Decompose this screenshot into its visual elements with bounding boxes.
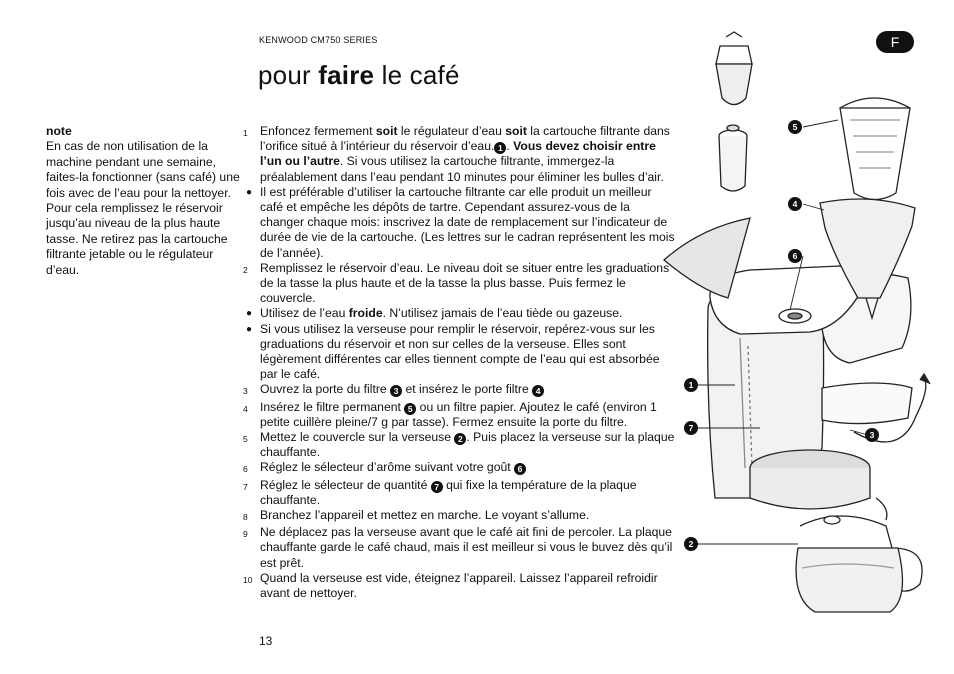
text-run: qui fixe la température de la plaque chauffante. [260, 477, 637, 507]
filter-cartridge-part [719, 125, 747, 191]
callout-ref: 2 [454, 433, 466, 445]
text-run: . N’utilisez jamais de l’eau tiède ou gazeuse. [382, 306, 623, 321]
emphasis: Vous devez choisir entre l’un ou l’autre [260, 139, 656, 169]
bullet: ● [246, 308, 253, 320]
coffee-maker-illustration [640, 28, 940, 618]
callout-label: 7 [688, 423, 694, 433]
instruction-list [243, 124, 675, 601]
text-run: . Puis placez la verseuse sur la plaque chauffante. [260, 430, 675, 460]
text-run: Insérez le filtre permanent [260, 399, 405, 414]
note-text: En cas de non utilisation de la machine pendant une semaine, faites-la fonctionner (sans café) une fois avec de l’eau pour la nettoyer. Pour cela remplissez le réservoir jusqu’au niveau de la plus haute tasse. Ne retirez pas la cartouche filtrante jetable ou le régulateur d’eau. [46, 139, 240, 277]
step-number: 8 [243, 512, 248, 523]
language-badge: F [876, 31, 914, 53]
callout-label: 2 [688, 539, 694, 549]
step-text [260, 382, 675, 399]
text-run: . Si vous utilisez la cartouche filtrante, immergez-la préalablement dans l’eau pendant 10 minutes pour éliminer les bulles d’air. [260, 154, 664, 184]
callout-label: 3 [869, 430, 875, 440]
carafe-part [796, 516, 922, 612]
step-text: Branchez l’appareil et mettez en marche. Le voyant s’allume. [260, 508, 590, 523]
callout-1 [684, 378, 698, 392]
step-10 [243, 571, 675, 601]
callout-ref: 4 [532, 385, 544, 397]
step-5 [243, 430, 675, 460]
hot-plate [750, 450, 870, 509]
step-number: 7 [243, 481, 248, 492]
step-number: 10 [243, 574, 253, 585]
step-text: Remplissez le réservoir d’eau. Le niveau doit se situer entre les graduations de la tasse la plus haute et de la tasse la plus basse. Puis fermez le couvercle. [260, 260, 670, 306]
callout-6 [788, 249, 802, 263]
step-text: Il est préférable d’utiliser la cartouche filtrante car elle produit un meilleur café et empêche les dépôts de tartre. Cependant assurez-vous de la changer chaque mois: inscrivez la date de remplacement sur l’indicateur de durée de vie de la cartouche. (Les lettres sur le cadran représentent les mois de l’année). [260, 184, 675, 260]
step-number: 5 [243, 434, 248, 445]
step-4 [243, 400, 675, 430]
bullet: ● [246, 323, 253, 335]
step-text [260, 124, 675, 185]
step-text [260, 430, 675, 460]
text-run: Réglez le sélecteur de quantité [260, 477, 431, 492]
callout-label: 4 [792, 199, 798, 209]
step-number: 9 [243, 529, 248, 540]
callout-label: 5 [792, 122, 798, 132]
bullet-item [243, 322, 675, 383]
callout-2 [684, 537, 698, 551]
callout-label: 6 [792, 251, 798, 261]
step-text [260, 306, 675, 321]
step-number: 2 [243, 264, 248, 275]
callout-5 [788, 120, 802, 134]
step-2 [243, 261, 675, 307]
callout-ref: 1 [494, 142, 506, 154]
step-text [260, 400, 675, 430]
permanent-filter-part [840, 98, 910, 200]
step-text [260, 460, 675, 477]
step-text: Ne déplacez pas la verseuse avant que le café ait fini de percoler. La plaque chauffante garde le café chaud, mais il est meilleur si vous le buvez dès qu’il est prêt. [260, 525, 673, 570]
water-regulator-part [716, 32, 752, 105]
text-run: la cartouche filtrante dans l’orifice situé à l’intérieur du réservoir d’eau. [260, 124, 670, 154]
text-run: Mettez le couvercle sur la verseuse [260, 430, 455, 445]
callout-ref: 6 [514, 463, 526, 475]
bullet-item [243, 306, 675, 321]
emphasis: soit [375, 124, 398, 138]
callout-ref: 5 [404, 403, 416, 415]
page-title [258, 60, 460, 91]
step-number: 3 [243, 386, 248, 397]
step-number: 4 [243, 403, 248, 414]
step-9 [243, 525, 675, 571]
callout-label: 1 [688, 380, 694, 390]
header-series: KENWOOD CM750 SERIES [259, 35, 378, 45]
step-number: 1 [243, 128, 248, 138]
text-run: et insérez le porte filtre [402, 382, 533, 397]
text-run: . [506, 139, 514, 154]
step-7 [243, 478, 675, 508]
text-run: le régulateur d’eau [397, 124, 506, 138]
callout-ref: 7 [431, 481, 443, 493]
text-run: Utilisez de l’eau [260, 306, 349, 321]
text-run: Réglez le sélecteur d’arôme suivant votre goût [260, 460, 515, 475]
callout-3 [865, 428, 879, 442]
callout-4 [788, 197, 802, 211]
step-8 [243, 508, 675, 525]
step-number: 6 [243, 464, 248, 475]
step-text: Si vous utilisez la verseuse pour remplir le réservoir, repérez-vous sur les graduations du réservoir et non sur celles de la verseuse. Elles sont légèrement différentes car elles tiennent compte de l’eau qui est absorbée par le café. [260, 321, 660, 382]
emphasis: froide [348, 306, 383, 321]
title-post: le café [374, 60, 460, 90]
callout-ref: 3 [390, 385, 402, 397]
step-1 [243, 124, 675, 185]
title-bold: faire [318, 60, 375, 90]
step-text [260, 478, 675, 508]
note-heading: note [46, 124, 72, 138]
bullet: ● [246, 186, 253, 198]
text-run: Ouvrez la porte du filtre [260, 382, 391, 397]
text-run: Enfoncez fermement [260, 124, 376, 138]
title-pre: pour [258, 60, 319, 90]
text-run: ou un filtre papier. Ajoutez le café (environ 1 petite cuillère pleine/7 g par tasse). Fermez ensuite la porte du filtre. [260, 399, 657, 429]
note-block [46, 124, 242, 278]
emphasis: soit [505, 124, 527, 138]
step-6 [243, 460, 675, 477]
callout-7 [684, 421, 698, 435]
step-3 [243, 382, 675, 399]
page-number: 13 [259, 634, 273, 648]
bullet-item [243, 185, 675, 261]
step-text: Quand la verseuse est vide, éteignez l’appareil. Laissez l’appareil refroidir avant de nettoyer. [260, 570, 658, 601]
